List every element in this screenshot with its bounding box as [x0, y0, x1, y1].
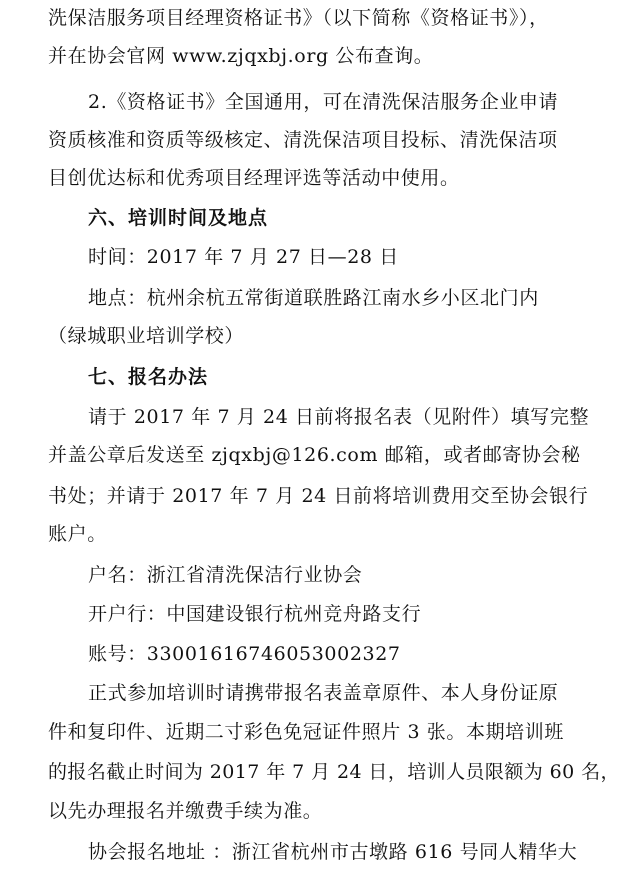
text-line-attendance1: 正式参加培训时请携带报名表盖章原件、本人身份证原: [88, 682, 559, 704]
text-line-location-cont: （绿城职业培训学校）: [48, 325, 245, 347]
text-line-item2-cont2: 目创优达标和优秀项目经理评选等活动中使用。: [48, 167, 460, 189]
text-line-registration4: 账户。: [48, 523, 107, 545]
text-line-bank: 开户行：中国建设银行杭州竞舟路支行: [88, 603, 422, 625]
text-line-certificate-name: 洗保洁服务项目经理资格证书》（以下简称《资格证书》），: [48, 7, 549, 29]
text-line-registration3: 书处；并请于 2017 年 7 月 24 日前将培训费用交至协会银行: [48, 485, 589, 507]
text-line-item2: 2.《资格证书》全国通用，可在清洗保洁服务企业申请: [88, 91, 559, 113]
text-line-attendance3: 的报名截止时间为 2017 年 7 月 24 日，培训人员限额为 60 名，: [48, 761, 620, 783]
text-line-account-number: 账号：33001616746053002327: [88, 643, 401, 665]
text-line-address: 协会报名地址 ：浙江省杭州市古墩路 616 号同人精华大: [88, 841, 578, 863]
text-line-account-name: 户名：浙江省清洗保洁行业协会: [88, 564, 363, 586]
text-line-attendance4: 以先办理报名并缴费手续为准。: [48, 800, 323, 822]
text-line-time: 时间：2017 年 7 月 27 日—28 日: [88, 246, 399, 268]
section-heading-time-location: 六、培训时间及地点: [88, 207, 269, 229]
text-line-attendance2: 件和复印件、近期二寸彩色免冠证件照片 3 张。本期培训班: [48, 721, 564, 743]
text-line-website: 并在协会官网 www.zjqxbj.org 公布查询。: [48, 45, 434, 67]
text-line-registration-email: 并盖公章后发送至 zjqxbj@126.com 邮箱，或者邮寄协会秘: [48, 444, 581, 466]
text-line-registration1: 请于 2017 年 7 月 24 日前将报名表（见附件）填写完整: [88, 406, 590, 428]
text-line-location: 地点：杭州余杭五常街道联胜路江南水乡小区北门内: [88, 287, 539, 309]
text-line-item2-cont1: 资质核准和资质等级核定、清洗保洁项目投标、清洗保洁项: [48, 129, 558, 151]
section-heading-registration: 七、报名办法: [88, 366, 209, 388]
